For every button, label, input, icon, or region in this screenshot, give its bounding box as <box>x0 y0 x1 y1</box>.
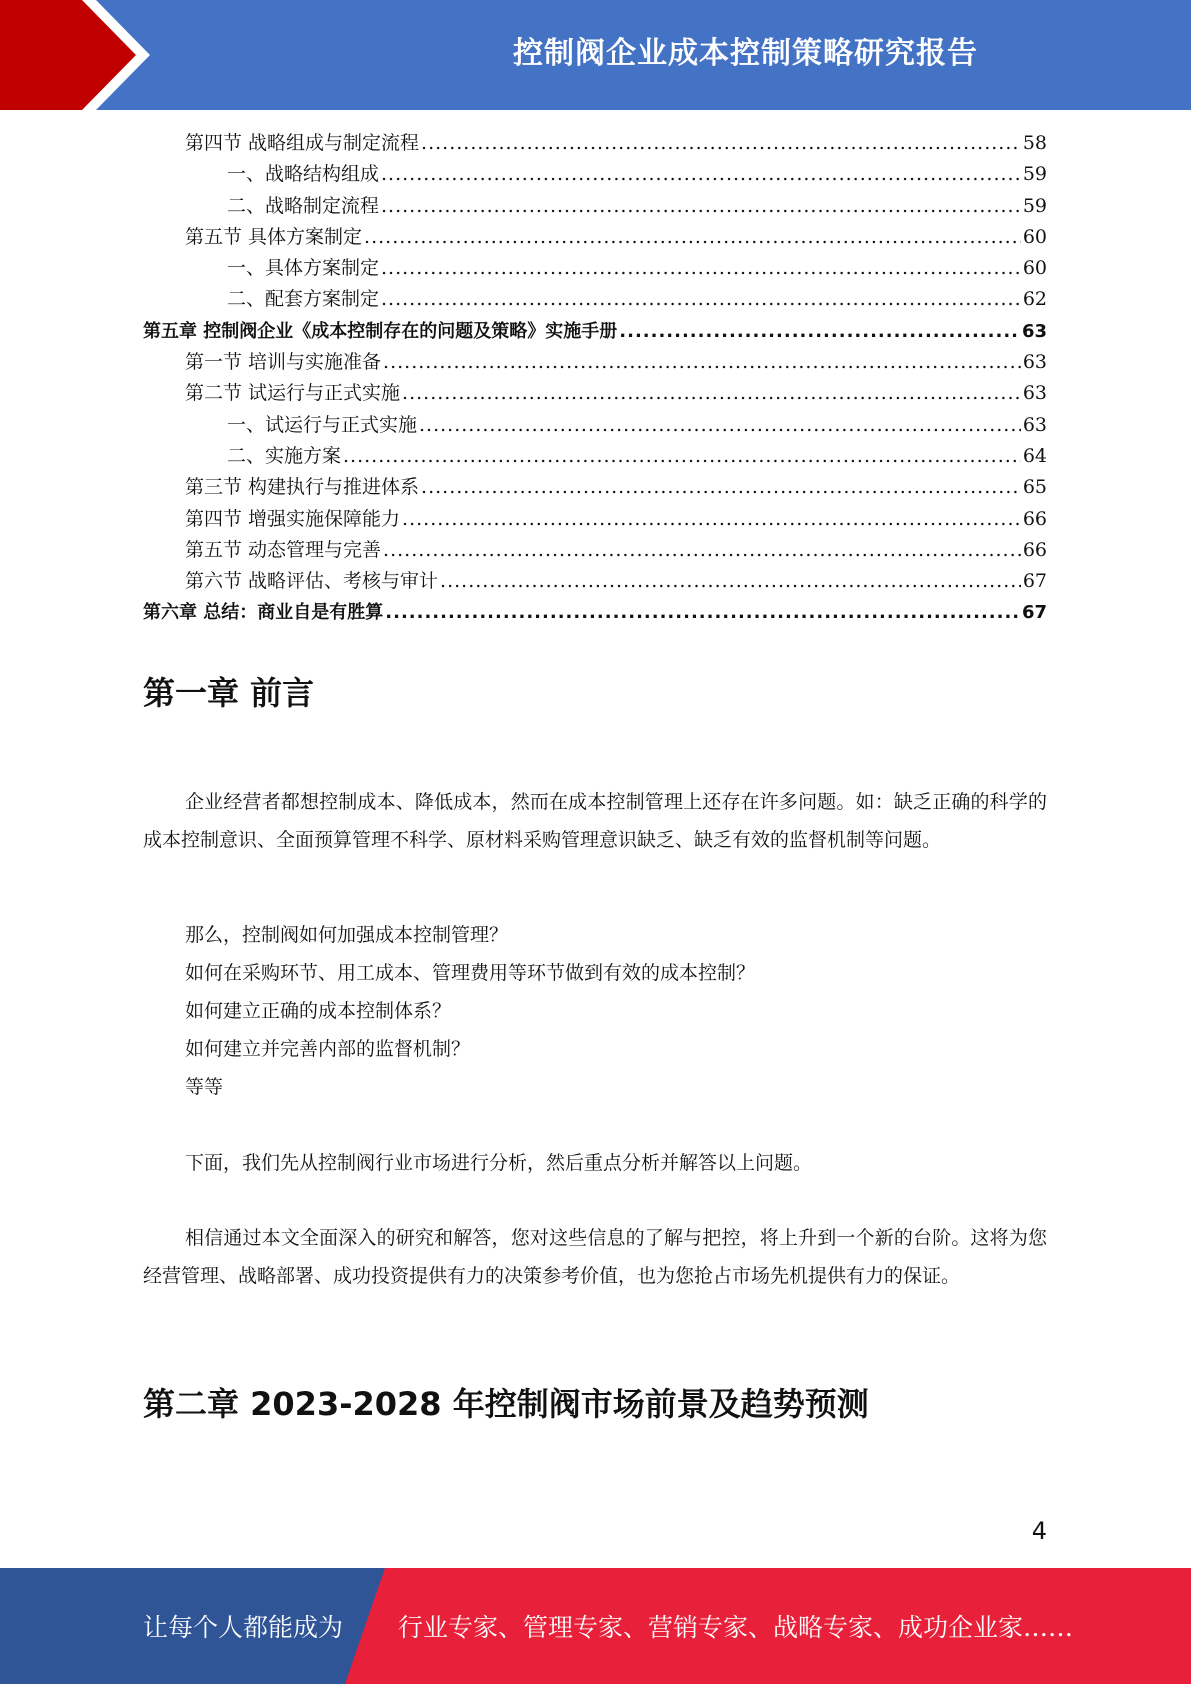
header-arrow-decoration <box>0 0 160 110</box>
toc-entry-page: 66 <box>1022 538 1047 561</box>
toc-entry-title: 第一节 培训与实施准备 <box>185 351 382 374</box>
toc-entry[interactable] <box>143 128 1047 159</box>
toc-entry[interactable] <box>143 253 1047 284</box>
toc-entry-page: 60 <box>1022 225 1047 248</box>
toc-entry[interactable] <box>143 191 1047 222</box>
toc-entry[interactable] <box>143 535 1047 566</box>
list-item: 等等 <box>185 1076 224 1098</box>
toc-entry-page: 62 <box>1022 288 1047 311</box>
table-of-contents <box>143 128 1047 629</box>
toc-leader-dots <box>421 128 1021 159</box>
toc-leader-dots <box>381 284 1021 315</box>
toc-entry-page: 63 <box>1022 351 1047 374</box>
chapter1-paragraph-1: 企业经营者都想控制成本、降低成本，然而在成本控制管理上还存在许多问题。如：缺乏正确的科学的成本控制意识、全面预算管理不科学、原材料采购管理意识缺乏、缺乏有效的监督机制等问题。 <box>143 791 1047 851</box>
chapter1-heading: 第一章 前言 <box>143 674 315 712</box>
footer-slogan-left: 让每个人都能成为 <box>143 1613 344 1642</box>
toc-leader-dots <box>385 597 1020 628</box>
toc-entry[interactable] <box>143 441 1047 472</box>
chapter1-paragraph-2: 下面，我们先从控制阀行业市场进行分析，然后重点分析并解答以上问题。 <box>185 1152 813 1174</box>
list-item: 如何在采购环节、用工成本、管理费用等环节做到有效的成本控制？ <box>185 962 756 984</box>
toc-entry[interactable] <box>143 597 1047 628</box>
toc-entry-title: 一、战略结构组成 <box>227 163 380 186</box>
list-item: 如何建立并完善内部的监督机制？ <box>185 1038 471 1060</box>
toc-entry-page: 59 <box>1022 194 1047 217</box>
page-footer <box>0 1568 1191 1684</box>
header-title: 控制阀企业成本控制策略研究报告 <box>513 36 978 71</box>
toc-entry[interactable] <box>143 566 1047 597</box>
toc-entry-title: 第五章 控制阀企业《成本控制存在的问题及策略》实施手册 <box>143 320 618 342</box>
toc-leader-dots <box>440 566 1021 597</box>
header-title-wrap <box>300 0 1191 100</box>
toc-entry-page: 63 <box>1022 413 1047 436</box>
toc-entry-page: 59 <box>1022 163 1047 186</box>
toc-entry-page: 64 <box>1022 444 1047 467</box>
toc-entry[interactable] <box>143 347 1047 378</box>
toc-entry-page: 58 <box>1022 132 1047 154</box>
toc-leader-dots <box>402 504 1021 535</box>
toc-entry[interactable] <box>143 378 1047 409</box>
page-header <box>0 0 1191 110</box>
toc-leader-dots <box>381 159 1021 190</box>
list-item: 如何建立正确的成本控制体系？ <box>185 1000 452 1022</box>
toc-entry-title: 第四节 增强实施保障能力 <box>185 507 401 530</box>
toc-entry-page: 60 <box>1022 257 1047 280</box>
toc-entry-title: 二、配套方案制定 <box>227 288 380 311</box>
toc-entry-title: 第四节 战略组成与制定流程 <box>185 132 420 154</box>
toc-entry-page: 65 <box>1022 476 1047 499</box>
toc-leader-dots <box>364 222 1021 253</box>
toc-entry[interactable] <box>143 410 1047 441</box>
page-number: 4 <box>1031 1517 1047 1545</box>
toc-leader-dots <box>419 410 1021 441</box>
toc-entry-title: 第六节 战略评估、考核与审计 <box>185 570 439 593</box>
toc-entry[interactable] <box>143 504 1047 535</box>
toc-entry-title: 一、试运行与正式实施 <box>227 413 418 436</box>
toc-entry[interactable] <box>143 284 1047 315</box>
chapter2-heading: 第二章 2023-2028 年控制阀市场前景及趋势预测 <box>143 1385 869 1423</box>
toc-entry-title: 第二节 试运行与正式实施 <box>185 382 401 405</box>
toc-entry-page: 67 <box>1022 570 1047 593</box>
list-item: 那么，控制阀如何加强成本控制管理？ <box>185 924 509 946</box>
toc-leader-dots <box>343 441 1021 472</box>
chapter1-paragraph-3: 相信通过本文全面深入的研究和解答，您对这些信息的了解与把控，将上升到一个新的台阶。这将为您经营管理、战略部署、成功投资提供有力的决策参考价值，也为您抢占市场先机提供有力的保证。 <box>143 1227 1047 1287</box>
toc-leader-dots <box>402 378 1021 409</box>
toc-entry-title: 第五节 具体方案制定 <box>185 225 363 248</box>
toc-leader-dots <box>381 191 1021 222</box>
toc-leader-dots <box>619 316 1020 347</box>
toc-entry-page: 67 <box>1021 602 1047 624</box>
toc-leader-dots <box>381 253 1021 284</box>
toc-leader-dots <box>383 535 1021 566</box>
question-list <box>185 916 755 1106</box>
toc-entry-title: 二、战略制定流程 <box>227 194 380 217</box>
toc-entry-page: 63 <box>1021 320 1047 342</box>
toc-leader-dots <box>421 472 1021 503</box>
toc-entry-title: 第六章 总结：商业自是有胜算 <box>143 602 384 624</box>
toc-entry[interactable] <box>143 159 1047 190</box>
toc-entry-title: 第五节 动态管理与完善 <box>185 538 382 561</box>
toc-entry-title: 二、实施方案 <box>227 444 342 467</box>
toc-entry[interactable] <box>143 472 1047 503</box>
toc-entry-title: 一、具体方案制定 <box>227 257 380 280</box>
toc-entry[interactable] <box>143 222 1047 253</box>
toc-leader-dots <box>383 347 1021 378</box>
toc-entry[interactable] <box>143 316 1047 347</box>
toc-entry-title: 第三节 构建执行与推进体系 <box>185 476 420 499</box>
toc-entry-page: 66 <box>1022 507 1047 530</box>
toc-entry-page: 63 <box>1022 382 1047 405</box>
footer-slogan-right: 行业专家、管理专家、营销专家、战略专家、成功企业家…… <box>398 1613 1074 1642</box>
